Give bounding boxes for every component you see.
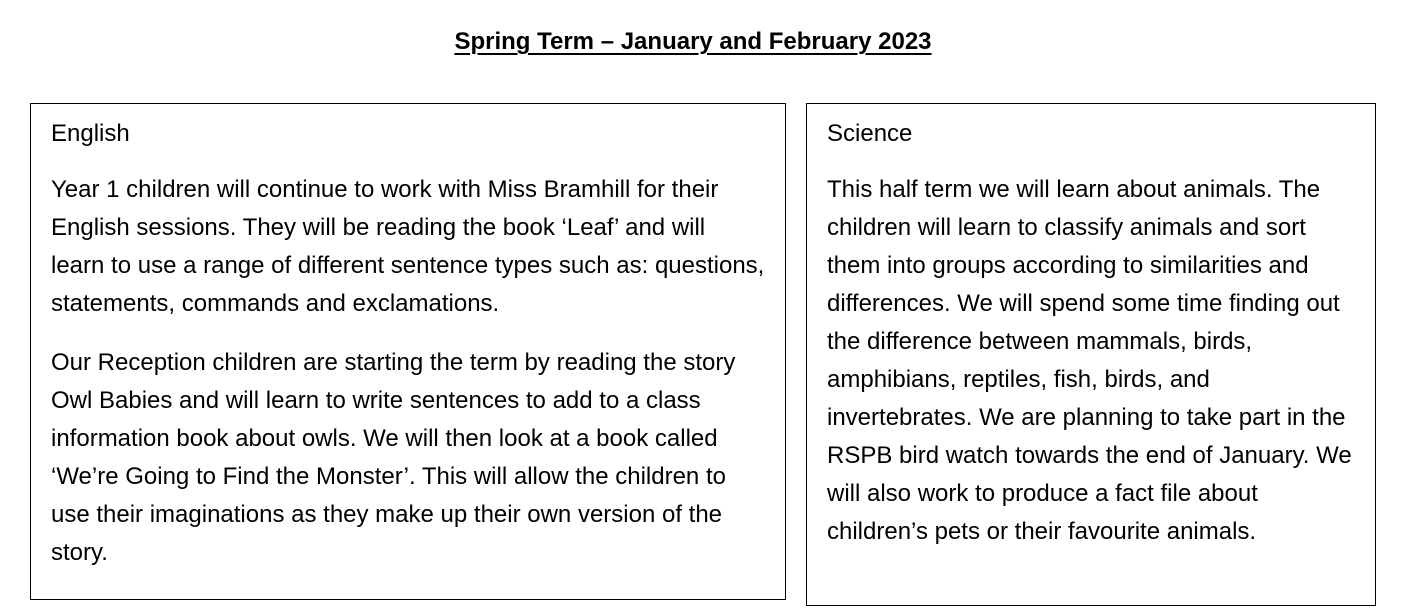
english-section (30, 103, 786, 600)
science-heading: Science (827, 120, 913, 147)
science-section (806, 103, 1376, 606)
english-paragraph-reception: Our Reception children are starting the term by reading the story Owl Babies and will learn to write sentences to add to a class information book about owls. We will then look at a book called ‘We’re Going to Find the Monster’. This will allow the children to use their imaginations as they make up their own version of the story. (51, 349, 736, 566)
english-heading: English (51, 120, 130, 147)
science-paragraph: This half term we will learn about animals. The children will learn to classify animals and sort them into groups according to similarities and differences. We will spend some time finding out the difference between mammals, birds, amphibians, reptiles, fish, birds, and invertebrates. We are planning to take part in the RSPB bird watch towards the end of January. We will also work to produce a fact file about children’s pets or their favourite animals. (827, 176, 1352, 545)
english-paragraph-year1: Year 1 children will continue to work with Miss Bramhill for their English sessions. They will be reading the book ‘Leaf’ and will learn to use a range of different sentence types such as: questions, statements, commands and exclamations. (51, 176, 765, 317)
page-title: Spring Term – January and February 2023 (454, 28, 932, 55)
